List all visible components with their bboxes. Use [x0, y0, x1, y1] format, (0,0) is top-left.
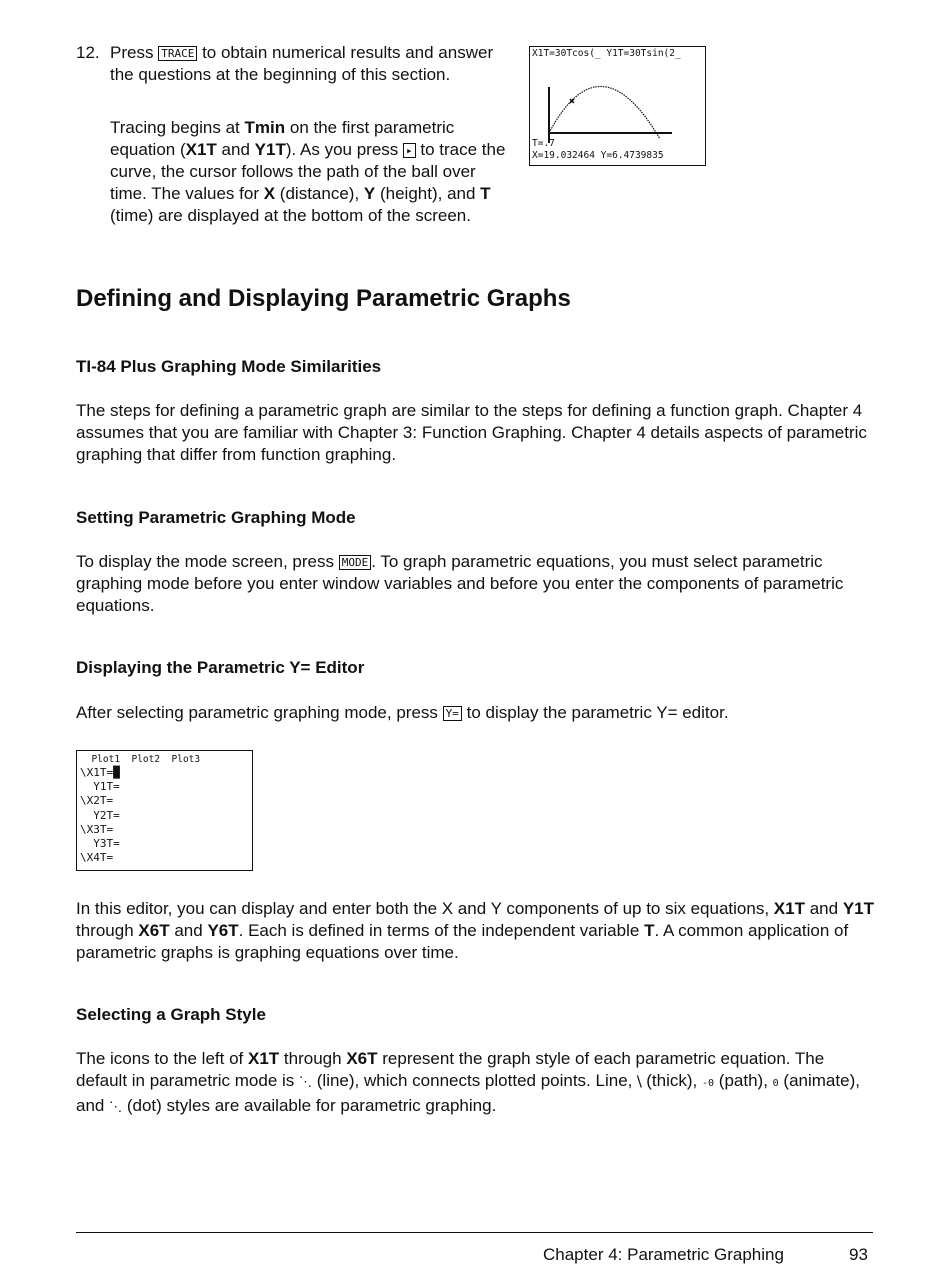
section-heading-mode: Setting Parametric Graphing Mode: [76, 508, 356, 527]
section-heading-similarities: TI-84 Plus Graphing Mode Similarities: [76, 357, 382, 376]
trace-key: TRACE: [158, 46, 197, 61]
section-text-editor-detail: In this editor, you can display and enter both the X and Y components of up to six equations, X1T and Y1T through X6T and Y6T. Each is defined in terms of the independent variable T. A common application of parametric graphs is graphing equations over time.: [76, 899, 875, 962]
trace-graph: [530, 47, 704, 164]
section-heading-graph-style: Selecting a Graph Style: [76, 1005, 266, 1024]
right-arrow-key: ▸: [403, 143, 416, 158]
section-text-editor: After selecting parametric graphing mode, press Y= to display the parametric Y= editor.: [76, 703, 729, 722]
editor-line-5: \X3T=: [80, 822, 114, 836]
footer-chapter: Chapter 4: Parametric Graphing: [543, 1245, 784, 1264]
trace-xy-values: X=19.032464 Y=6.4739835: [532, 150, 664, 161]
footer-rule: [76, 1232, 873, 1233]
editor-line-3: \X2T=: [80, 794, 114, 808]
mode-key: MODE: [339, 555, 372, 570]
trace-screen: [529, 46, 706, 166]
trace-screen-header: X1T=30Tcos(_ Y1T=30Tsin(2_: [532, 48, 681, 59]
editor-line-2: Y1T=: [80, 780, 120, 794]
line-style-icon: ⋱: [299, 1075, 313, 1090]
editor-line-1: \X1T=█: [80, 766, 120, 779]
page-title: Defining and Displaying Parametric Graphs: [76, 285, 571, 312]
step-12-paragraph-2: Tracing begins at Tmin on the first parametric equation (X1T and Y1T). As you press ▸ to trace the curve, the cursor follows the path of the ball over time. The values for X (distance), Y (height), and T (time) are displayed at the bottom of the screen.: [110, 118, 506, 225]
parametric-editor-screen: [76, 750, 253, 871]
page-number: 93: [849, 1245, 868, 1264]
editor-plot-header: Plot1 Plot2 Plot3: [80, 754, 201, 765]
section-text-graph-style: The icons to the left of X1T through X6T represent the graph style of each parametric equation. The default in parametric mode is ⋱ (line), which connects plotted points. Line, ⧹ (thick), -0 (path), 0 (animate), and ⋱ (dot) styles are available for parametric graphing.: [76, 1049, 860, 1115]
trace-t-value: T=.7: [532, 138, 555, 149]
animate-style-icon: 0: [772, 1078, 779, 1089]
section-text-similarities: The steps for defining a parametric graph are similar to the steps for defining a function graph. Chapter 4 assumes that you are familiar with Chapter 3: Function Graphing. Chapter 4 details aspects of parametric graphing that differ from function graphing.: [76, 401, 867, 464]
dot-style-icon: ⋱: [109, 1100, 123, 1115]
y-equals-key: Y=: [443, 706, 462, 721]
editor-line-4: Y2T=: [80, 808, 120, 822]
step-12-paragraph-1: Press TRACE to obtain numerical results and answer the questions at the beginning of this section.: [110, 43, 494, 84]
thick-style-icon: ⧹: [637, 1075, 642, 1090]
step-number: 12.: [76, 43, 100, 62]
editor-line-7: \X4T=: [80, 851, 114, 865]
section-text-mode: To display the mode screen, press MODE . To graph parametric equations, you must select parametric graphing mode before you enter window variables and before you enter the components of parametric equations.: [76, 552, 844, 615]
path-style-icon: -0: [702, 1078, 715, 1089]
section-heading-editor: Displaying the Parametric Y= Editor: [76, 658, 365, 677]
editor-line-6: Y3T=: [80, 837, 120, 851]
